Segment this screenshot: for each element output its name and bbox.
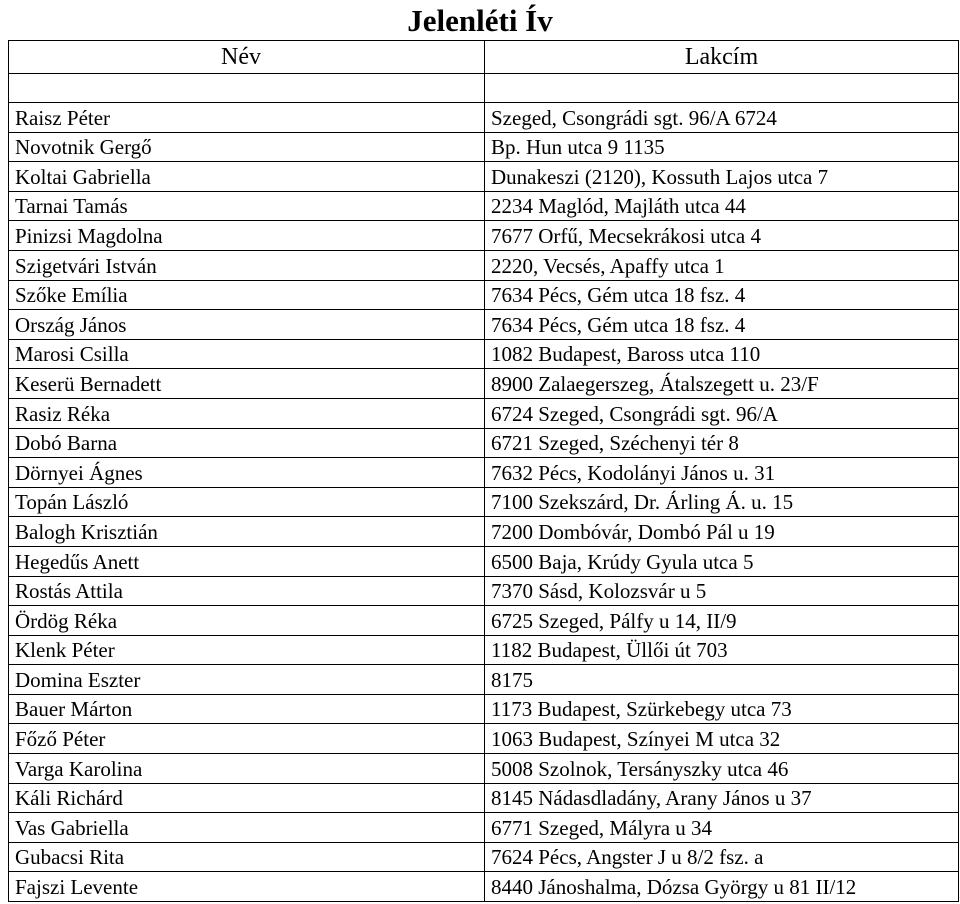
- name-cell: Koltai Gabriella: [9, 162, 485, 192]
- address-cell: 8900 Zalaegerszeg, Átalszegett u. 23/F: [485, 369, 959, 399]
- table-row: [9, 576, 959, 606]
- address-cell: 6724 Szeged, Csongrádi sgt. 96/A: [485, 398, 959, 428]
- name-cell: Vas Gabriella: [9, 813, 485, 843]
- table-row: [9, 635, 959, 665]
- name-cell: Rasiz Réka: [9, 398, 485, 428]
- name-cell: Novotnik Gergő: [9, 132, 485, 162]
- table-row: [9, 132, 959, 162]
- address-cell: 6500 Baja, Krúdy Gyula utca 5: [485, 546, 959, 576]
- address-cell: 7632 Pécs, Kodolányi János u. 31: [485, 458, 959, 488]
- blank-cell: [485, 74, 959, 103]
- table-row: [9, 872, 959, 902]
- address-cell: 8145 Nádasdladány, Arany János u 37: [485, 783, 959, 813]
- table-row: [9, 221, 959, 251]
- table-row: [9, 842, 959, 872]
- table-row: [9, 191, 959, 221]
- table-row: [9, 280, 959, 310]
- attendance-table-body: [9, 41, 959, 902]
- name-cell: Dobó Barna: [9, 428, 485, 458]
- name-cell: Rostás Attila: [9, 576, 485, 606]
- table-row: [9, 546, 959, 576]
- table-row: [9, 606, 959, 636]
- table-row: [9, 339, 959, 369]
- address-cell: 7634 Pécs, Gém utca 18 fsz. 4: [485, 280, 959, 310]
- name-cell: Bauer Márton: [9, 694, 485, 724]
- name-cell: Keserü Bernadett: [9, 369, 485, 399]
- table-row: [9, 458, 959, 488]
- attendance-table: [8, 40, 959, 902]
- address-cell: 1182 Budapest, Üllői út 703: [485, 635, 959, 665]
- address-cell: 7370 Sásd, Kolozsvár u 5: [485, 576, 959, 606]
- page-title: Jelenléti Ív: [407, 3, 553, 38]
- table-row: [9, 428, 959, 458]
- name-cell: Főző Péter: [9, 724, 485, 754]
- address-cell: 8440 Jánoshalma, Dózsa György u 81 II/12: [485, 872, 959, 902]
- blank-row: [9, 74, 959, 103]
- address-cell: Dunakeszi (2120), Kossuth Lajos utca 7: [485, 162, 959, 192]
- table-row: [9, 665, 959, 695]
- address-cell: Bp. Hun utca 9 1135: [485, 132, 959, 162]
- table-row: [9, 103, 959, 133]
- address-cell: 2234 Maglód, Majláth utca 44: [485, 191, 959, 221]
- address-cell: 7100 Szekszárd, Dr. Árling Á. u. 15: [485, 487, 959, 517]
- name-cell: Pinizsi Magdolna: [9, 221, 485, 251]
- name-cell: Hegedűs Anett: [9, 546, 485, 576]
- table-row: [9, 724, 959, 754]
- name-cell: Fajszi Levente: [9, 872, 485, 902]
- name-cell: Szőke Emília: [9, 280, 485, 310]
- name-cell: Varga Karolina: [9, 754, 485, 784]
- address-column-header: Lakcím: [485, 41, 959, 74]
- table-row: [9, 517, 959, 547]
- table-row: [9, 694, 959, 724]
- name-cell: Ország János: [9, 310, 485, 340]
- name-cell: Gubacsi Rita: [9, 842, 485, 872]
- address-cell: 6771 Szeged, Mályra u 34: [485, 813, 959, 843]
- name-cell: Marosi Csilla: [9, 339, 485, 369]
- name-cell: Szigetvári István: [9, 250, 485, 280]
- name-cell: Balogh Krisztián: [9, 517, 485, 547]
- table-row: [9, 813, 959, 843]
- address-cell: 1082 Budapest, Baross utca 110: [485, 339, 959, 369]
- address-cell: 8175: [485, 665, 959, 695]
- table-row: [9, 162, 959, 192]
- name-cell: Tarnai Tamás: [9, 191, 485, 221]
- blank-cell: [9, 74, 485, 103]
- address-cell: 7634 Pécs, Gém utca 18 fsz. 4: [485, 310, 959, 340]
- name-cell: Topán László: [9, 487, 485, 517]
- name-cell: Ördög Réka: [9, 606, 485, 636]
- address-cell: 2220, Vecsés, Apaffy utca 1: [485, 250, 959, 280]
- name-cell: Káli Richárd: [9, 783, 485, 813]
- name-cell: Domina Eszter: [9, 665, 485, 695]
- table-row: [9, 250, 959, 280]
- address-cell: 5008 Szolnok, Tersányszky utca 46: [485, 754, 959, 784]
- address-cell: 6725 Szeged, Pálfy u 14, II/9: [485, 606, 959, 636]
- address-cell: 7624 Pécs, Angster J u 8/2 fsz. a: [485, 842, 959, 872]
- address-cell: 1063 Budapest, Színyei M utca 32: [485, 724, 959, 754]
- address-cell: 1173 Budapest, Szürkebegy utca 73: [485, 694, 959, 724]
- name-column-header: Név: [9, 41, 485, 74]
- table-row: [9, 783, 959, 813]
- address-cell: 7677 Orfű, Mecsekrákosi utca 4: [485, 221, 959, 251]
- table-row: [9, 310, 959, 340]
- header-row: [9, 41, 959, 74]
- address-cell: Szeged, Csongrádi sgt. 96/A 6724: [485, 103, 959, 133]
- table-row: [9, 398, 959, 428]
- name-cell: Raisz Péter: [9, 103, 485, 133]
- table-row: [9, 754, 959, 784]
- table-row: [9, 369, 959, 399]
- table-row: [9, 487, 959, 517]
- name-cell: Klenk Péter: [9, 635, 485, 665]
- name-cell: Dörnyei Ágnes: [9, 458, 485, 488]
- address-cell: 7200 Dombóvár, Dombó Pál u 19: [485, 517, 959, 547]
- address-cell: 6721 Szeged, Széchenyi tér 8: [485, 428, 959, 458]
